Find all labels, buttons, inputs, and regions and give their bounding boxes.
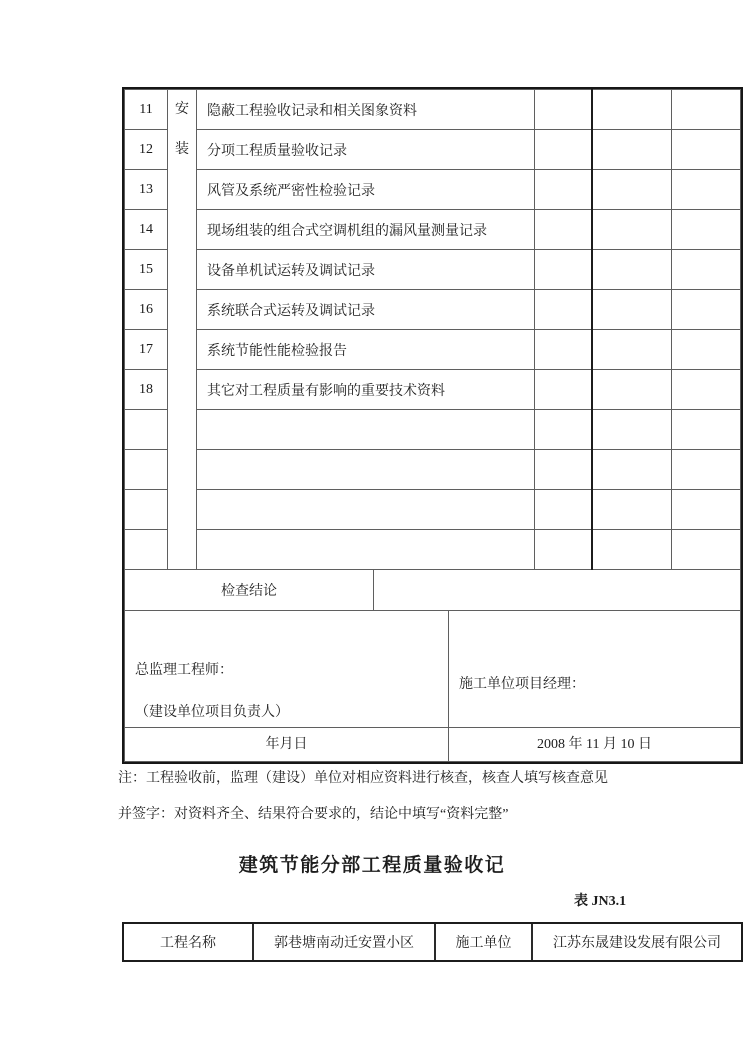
- table-row: [125, 170, 741, 210]
- result-cell: [535, 290, 592, 330]
- result-cell: [672, 210, 741, 250]
- conclusion-row: [124, 570, 741, 611]
- result-cell: [672, 330, 741, 370]
- result-cell: [592, 410, 672, 450]
- result-cell: [592, 250, 672, 290]
- result-cell: [672, 290, 741, 330]
- group-label-char: 安: [175, 102, 189, 117]
- result-cell: [592, 290, 672, 330]
- result-cell: [592, 490, 672, 530]
- result-cell: [592, 450, 672, 490]
- row-number-cell: 11: [125, 90, 168, 130]
- acceptance-record-table: [122, 87, 743, 764]
- row-number-cell: [125, 530, 168, 570]
- result-cell: [535, 90, 592, 130]
- signature-section: [124, 611, 741, 762]
- item-description-cell: [197, 410, 535, 450]
- checklist-rows-table: [124, 89, 741, 570]
- construction-unit-label: 施工单位: [435, 924, 532, 960]
- item-description-cell: [197, 490, 535, 530]
- result-cell: [592, 90, 672, 130]
- row-number-cell: [125, 410, 168, 450]
- footnotes: [118, 771, 608, 823]
- table-row: [125, 370, 741, 410]
- result-cell: [535, 130, 592, 170]
- result-cell: [535, 450, 592, 490]
- result-cell: [672, 410, 741, 450]
- item-description-cell: 系统节能性能检验报告: [197, 330, 535, 370]
- result-cell: [535, 530, 592, 570]
- project-manager-label: 施工单位项目经理：: [459, 677, 585, 692]
- result-cell: [672, 90, 741, 130]
- row-number-cell: 14: [125, 210, 168, 250]
- item-description-cell: 现场组装的组合式空调机组的漏风量测量记录: [197, 210, 535, 250]
- project-name-label: 工程名称: [160, 936, 216, 951]
- row-number-cell: 17: [125, 330, 168, 370]
- table-row: [125, 490, 741, 530]
- date-blank-cell: 年月日: [125, 728, 449, 762]
- section-title: 建筑节能分部工程质量验收记: [238, 855, 506, 876]
- table-number: 表 JN3.1: [574, 894, 627, 909]
- group-label-cell: [168, 90, 197, 570]
- project-name-value: 郭巷塘南动迁安置小区: [253, 924, 435, 960]
- note-line-2: 并签字：对资料齐全、结果符合要求的，结论中填写“资料完整”: [118, 807, 509, 822]
- item-description-cell: 其它对工程质量有影响的重要技术资料: [197, 370, 535, 410]
- result-cell: [535, 210, 592, 250]
- result-cell: [592, 210, 672, 250]
- item-description-cell: 系统联合式运转及调试记录: [197, 290, 535, 330]
- result-cell: [672, 370, 741, 410]
- row-number-cell: 16: [125, 290, 168, 330]
- result-cell: [592, 130, 672, 170]
- result-cell: [592, 370, 672, 410]
- item-description-cell: 风管及系统严密性检验记录: [197, 170, 535, 210]
- result-cell: [535, 490, 592, 530]
- supervisor-signature-cell: [125, 611, 449, 728]
- conclusion-value-cell: [374, 570, 741, 611]
- table-row: [125, 290, 741, 330]
- result-cell: [535, 370, 592, 410]
- table-row: [125, 210, 741, 250]
- contractor-signature-cell: [449, 611, 741, 728]
- table-row: [125, 410, 741, 450]
- table-row: [125, 130, 741, 170]
- result-cell: [592, 170, 672, 210]
- row-number-cell: 15: [125, 250, 168, 290]
- item-description-cell: 分项工程质量验收记录: [197, 130, 535, 170]
- row-number-cell: [125, 450, 168, 490]
- result-cell: [535, 170, 592, 210]
- result-cell: [592, 530, 672, 570]
- table-row: [125, 250, 741, 290]
- result-cell: [672, 130, 741, 170]
- table-row: [125, 530, 741, 570]
- row-number-cell: 13: [125, 170, 168, 210]
- project-info-table: [122, 922, 743, 962]
- item-description-cell: 设备单机试运转及调试记录: [197, 250, 535, 290]
- row-number-cell: 18: [125, 370, 168, 410]
- result-cell: [672, 490, 741, 530]
- conclusion-label: 检查结论: [125, 570, 374, 611]
- result-cell: [535, 250, 592, 290]
- note-line-1: 注：工程验收前，监理（建设）单位对相应资料进行核查，核查人填写核查意见: [118, 771, 608, 786]
- table-row: [124, 924, 741, 960]
- result-cell: [672, 530, 741, 570]
- owner-representative-label: （建设单位项目负责人）: [135, 705, 289, 720]
- result-cell: [672, 450, 741, 490]
- row-number-cell: [125, 490, 168, 530]
- group-label-char: 装: [175, 142, 189, 157]
- table-row: [125, 330, 741, 370]
- chief-supervisor-label: 总监理工程师：: [135, 663, 233, 678]
- item-description-cell: [197, 450, 535, 490]
- construction-unit-value: 江苏东晟建设发展有限公司: [532, 924, 741, 960]
- item-description-cell: [197, 530, 535, 570]
- date-value-cell: 2008 年 11 月 10 日: [449, 728, 741, 762]
- table-row: [125, 90, 741, 130]
- result-cell: [672, 170, 741, 210]
- table-row: [125, 450, 741, 490]
- row-number-cell: 12: [125, 130, 168, 170]
- result-cell: [535, 410, 592, 450]
- result-cell: [592, 330, 672, 370]
- result-cell: [535, 330, 592, 370]
- item-description-cell: 隐蔽工程验收记录和相关图象资料: [197, 90, 535, 130]
- result-cell: [672, 250, 741, 290]
